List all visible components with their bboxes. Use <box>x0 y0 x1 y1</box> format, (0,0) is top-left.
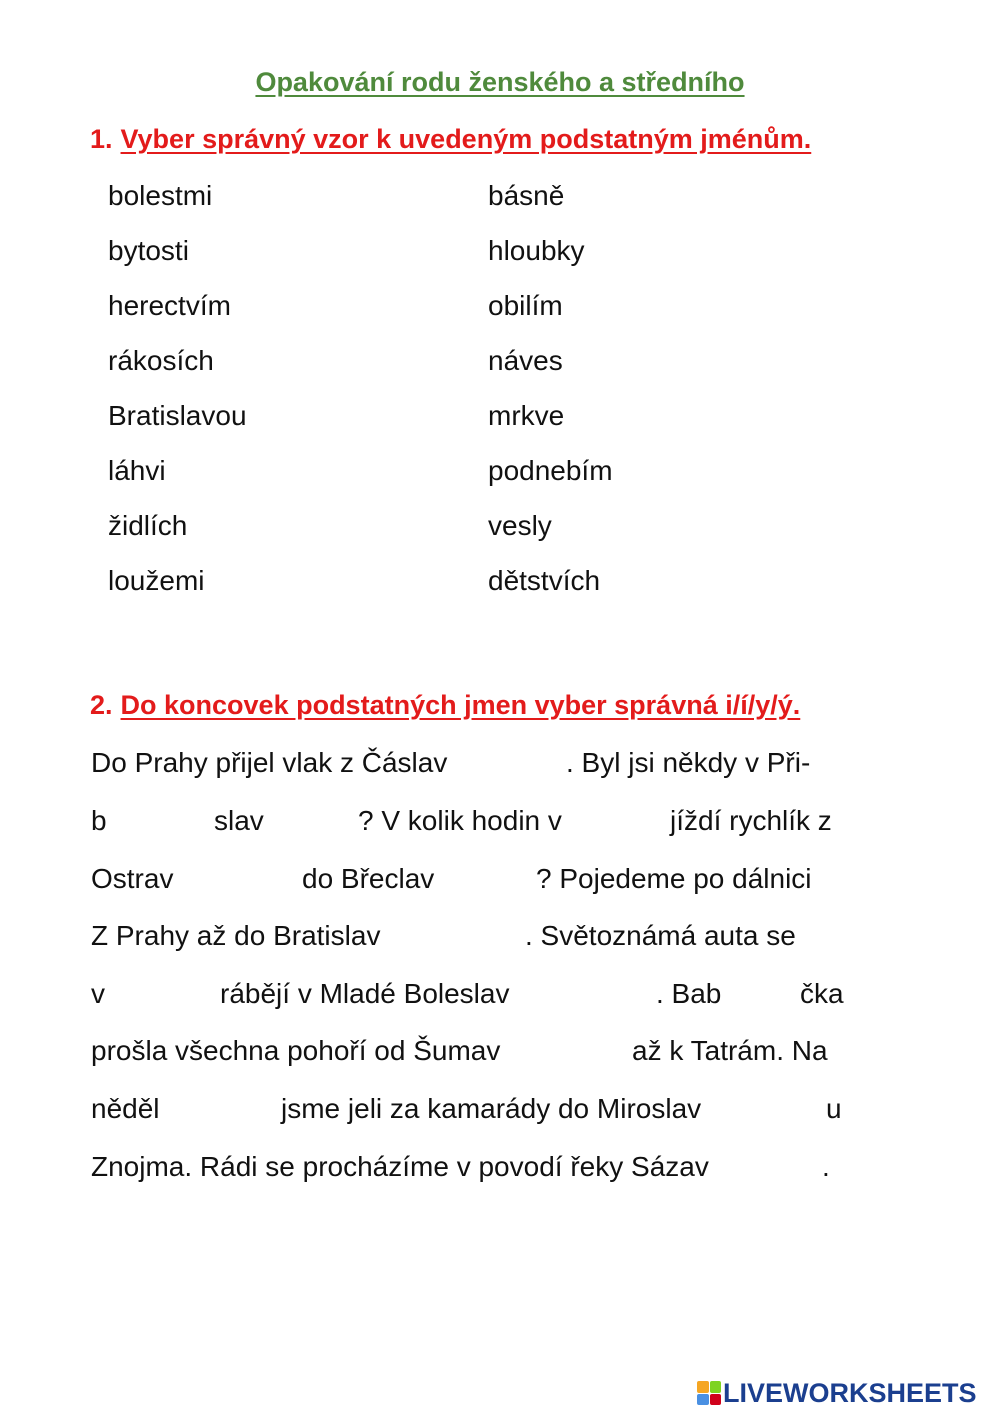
task-2-number: 2. <box>90 690 113 720</box>
text-segment: u <box>826 1093 842 1124</box>
word-left: rákosích <box>108 345 214 376</box>
text-segment: slav <box>214 805 264 836</box>
word-left: Bratislavou <box>108 400 247 431</box>
text-segment: prošla všechna pohoří od Šumav <box>91 1035 501 1066</box>
word-left: herectvím <box>108 290 231 321</box>
word-left: židlích <box>108 510 188 541</box>
text-segment: v <box>91 978 105 1009</box>
text-segment: ? Pojedeme po dálnici <box>536 863 812 894</box>
text-segment: . Bab <box>656 978 722 1009</box>
text-segment: . Světoznámá auta se <box>525 920 796 951</box>
worksheet-title: Opakování rodu ženského a středního <box>255 67 745 97</box>
text-segment: Ostrav <box>91 863 174 894</box>
word-right: hloubky <box>488 235 585 266</box>
text-segment: jíždí rychlík z <box>670 805 832 836</box>
text-segment: . <box>822 1151 830 1182</box>
text-segment: až k Tatrám. Na <box>632 1035 828 1066</box>
word-left: bytosti <box>108 235 189 266</box>
text-segment: . Byl jsi někdy v Při- <box>566 747 811 778</box>
liveworksheets-logo <box>697 1378 977 1408</box>
word-right: básně <box>488 180 565 211</box>
text-segment: Znojma. Rádi se procházíme v povodí řeky Sázav <box>91 1151 709 1182</box>
word-right: obilím <box>488 290 563 321</box>
word-right: mrkve <box>488 400 565 431</box>
word-left: bolestmi <box>108 180 213 211</box>
text-segment: do Břeclav <box>302 863 435 894</box>
word-left: láhvi <box>108 455 166 486</box>
word-left: loužemi <box>108 565 205 596</box>
text-segment: rábějí v Mladé Boleslav <box>220 978 510 1009</box>
task-1-number: 1. <box>90 124 113 154</box>
text-segment: jsme jeli za kamarády do Miroslav <box>281 1093 702 1124</box>
task-1-heading <box>90 121 811 157</box>
text-segment: b <box>91 805 107 836</box>
task-2-heading <box>90 687 800 723</box>
liveworksheets-logo-icon <box>697 1381 721 1405</box>
text-segment: Z Prahy až do Bratislav <box>91 920 381 951</box>
word-right: podnebím <box>488 455 613 486</box>
text-segment: ? V kolik hodin v <box>358 805 562 836</box>
word-right: dětstvích <box>488 565 601 596</box>
task-1-instruction: Vyber správný vzor k uvedeným podstatným jménům. <box>120 124 812 154</box>
task-2-instruction: Do koncovek podstatných jmen vyber správná i/í/y/ý. <box>120 690 801 720</box>
liveworksheets-logo-text: LIVEWORKSHEETS <box>723 1378 977 1408</box>
text-segment: něděl <box>91 1093 160 1124</box>
word-right: náves <box>488 345 563 376</box>
text-segment: Do Prahy přijel vlak z Čáslav <box>91 747 448 778</box>
word-right: vesly <box>488 510 552 541</box>
text-segment: čka <box>800 978 844 1009</box>
